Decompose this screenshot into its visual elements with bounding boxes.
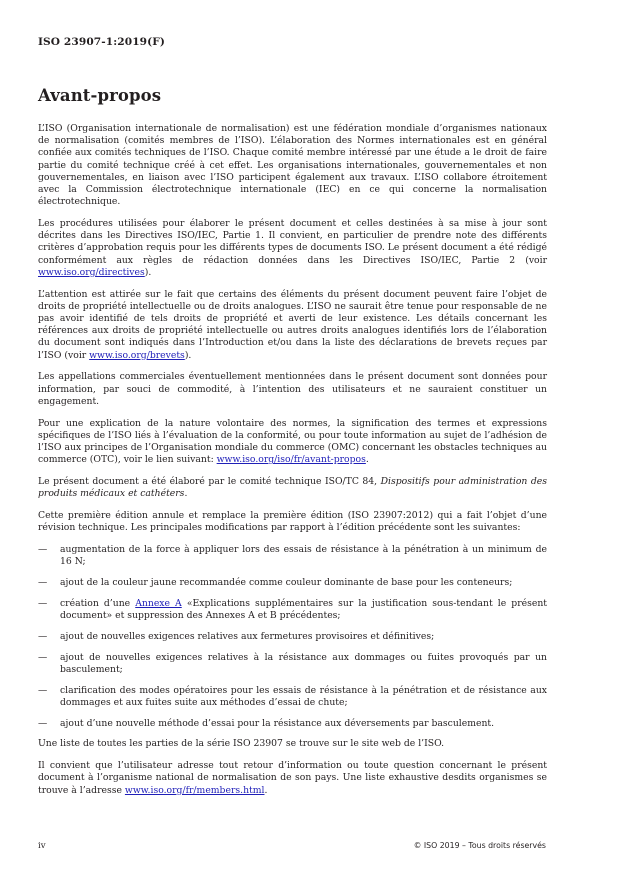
list-item-text: ajout d’une nouvelle méthode d’essai pour la résistance aux déversements par basculement.	[60, 717, 495, 729]
list-item	[38, 577, 547, 589]
list-dash: —	[38, 630, 48, 642]
members-link[interactable]: www.iso.org/fr/members.html	[124, 784, 265, 796]
list-dash: —	[38, 577, 48, 589]
paragraph-text: Il convient que l’utilisateur adresse tout retour d’information ou toute question concernant le présent document à l’organisme national de normalisation de son pays. Une liste exhaustive desdits organismes se trouve à l’adresse	[38, 760, 547, 796]
paragraph-voluntary-nature	[38, 418, 547, 467]
list-item	[38, 631, 547, 643]
paragraph-text-end: .	[264, 784, 268, 796]
copyright-notice: © ISO 2019 – Tous droits réservés	[413, 841, 546, 850]
paragraph-procedures	[38, 218, 547, 279]
paragraph-text: Le présent document a été élaboré par le comité technique ISO/TC 84,	[38, 476, 381, 488]
list-item	[38, 598, 547, 622]
paragraph-iso-intro: L’ISO (Organisation internationale de normalisation) est une fédération mondiale d’organismes nationaux de normalisation (comités membres de l’ISO). L’élaboration des Normes internationales est en général confiée aux comités techniques de l’ISO. Chaque comité membre intéressé par une étude a le droit de faire partie du comité technique créé à cet effet. Les organisations internationales, gouvernementales et non gouvernementales, en liaison avec l’ISO participent également aux travaux. L’ISO collabore étroitement avec la Commission électrotechnique internationale (IEC) en ce qui concerne la normalisation électrotechnique.	[38, 123, 547, 208]
paragraph-committee	[38, 476, 547, 500]
list-item-text: augmentation de la force à appliquer lors des essais de résistance à la pénétration à un minimum de 16 N;	[60, 544, 547, 568]
list-dash: —	[38, 684, 48, 696]
patents-link[interactable]: www.iso.org/brevets	[89, 349, 185, 361]
paragraph-text-end: .	[365, 454, 369, 466]
list-item	[38, 685, 547, 709]
list-item-text: clarification des modes opératoires pour les essais de résistance à la pénétration et de résistance aux dommages et aux fuites suite aux méthodes d’essai de chute;	[60, 684, 547, 708]
list-item	[38, 652, 547, 676]
page-number: iv	[38, 841, 46, 851]
paragraph-edition: Cette première édition annule et remplace la première édition (ISO 23907:2012) qui a fait l’objet d’une révision technique. Les principales modifications par rapport à l’édition précédente sont les suivantes:	[38, 510, 547, 534]
paragraph-text-end: .	[184, 488, 188, 500]
page-title: Avant-propos	[38, 86, 162, 105]
paragraph-trade-names: Les appellations commerciales éventuellement mentionnées dans le présent document sont données pour information, par souci de commodité, à l’intention des utilisateurs et ne sauraient constituer un engagement.	[38, 371, 547, 407]
list-dash: —	[38, 717, 48, 729]
foreword-body	[38, 123, 547, 806]
changes-list	[38, 544, 547, 730]
paragraph-text: Les procédures utilisées pour élaborer le présent document et celles destinées à sa mise à jour sont décrites dans les Directives ISO/IEC, Partie 1. Il convient, en particulier de prendre note des différents critères d’approbation requis pour les différents types de documents ISO. Le présent document a été rédigé conformément aux règles de rédaction données dans les Directives ISO/IEC, Partie 2 (voir	[38, 218, 547, 266]
list-item-text: ajout de nouvelles exigences relatives aux fermetures provisoires et définitives;	[60, 630, 435, 642]
directives-link[interactable]: www.iso.org/directives	[38, 266, 145, 278]
list-dash: —	[38, 544, 48, 556]
annex-a-link[interactable]: Annexe A	[135, 597, 182, 609]
paragraph-text: Pour une explication de la nature volontaire des normes, la signification des termes et expressions spécifiques de l’ISO liés à l’évaluation de la conformité, ou pour toute information au sujet de l’adhésion de l’ISO aux principes de l’Organisation mondiale du commerce (OMC) concernant les obstacles techniques au commerce (OTC), voir le lien suivant:	[38, 417, 547, 466]
list-dash: —	[38, 651, 48, 663]
paragraph-text-end: ).	[184, 349, 192, 361]
list-item	[38, 544, 547, 568]
list-item-text: création d’une	[60, 597, 136, 609]
foreword-info-link[interactable]: www.iso.org/iso/fr/avant-propos	[216, 454, 366, 466]
list-item-text-end: «Explications supplémentaires sur la justification sous-tendant le présent document» et suppression des Annexes A et B précédentes;	[60, 597, 547, 622]
list-dash: —	[38, 597, 48, 609]
list-item-text: ajout de la couleur jaune recommandée comme couleur dominante de base pour les conteneurs;	[60, 577, 513, 589]
paragraph-patents	[38, 289, 547, 362]
committee-title: Dispositifs pour administration des produits médicaux et cathéters	[38, 476, 547, 500]
list-item	[38, 718, 547, 730]
paragraph-text: L’attention est attirée sur le fait que certains des éléments du présent document peuvent faire l’objet de droits de propriété intellectuelle ou de droits analogues. L’ISO ne saurait être tenue pour responsable de ne pas avoir identifié de tels droits de propriété et averti de leur existence. Les détails concernant les références aux droits de propriété intellectuelle ou autres droits analogues identifiés lors de l’élaboration du document sont indiqués dans l’Introduction et/ou dans la liste des déclarations de brevets reçues par l’ISO (voir	[38, 288, 547, 361]
list-item-text: ajout de nouvelles exigences relatives à la résistance aux dommages ou fuites provoqués par un basculement;	[60, 651, 547, 675]
paragraph-series: Une liste de toutes les parties de la série ISO 23907 se trouve sur le site web de l’ISO.	[38, 738, 445, 750]
paragraph-text-end: ).	[144, 266, 152, 278]
document-identifier: ISO 23907-1:2019(F)	[38, 36, 165, 48]
paragraph-feedback	[38, 760, 547, 797]
